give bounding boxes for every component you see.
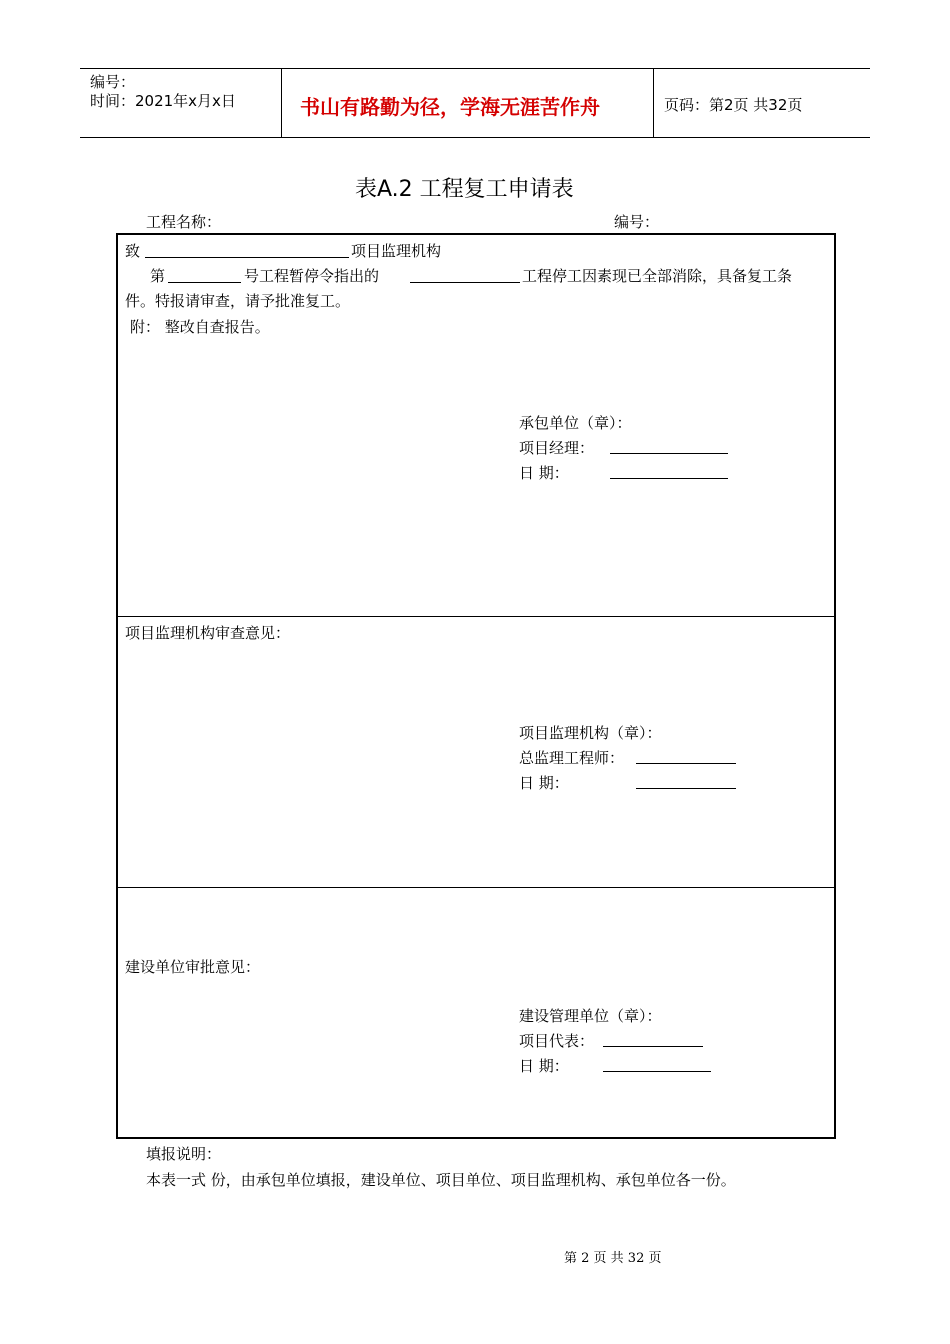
header-page-info: 页码：第2页 共32页 (664, 96, 803, 114)
notes-text: 本表一式 份，由承包单位填报，建设单位、项目单位、项目监理机构、承包单位各一份。 (146, 1171, 736, 1189)
blank-line (636, 788, 736, 789)
project-name-label: 工程名称： (146, 213, 222, 231)
form-title: 表A.2 工程复工申请表 (355, 177, 574, 202)
chief-engineer-label: 总监理工程师： (519, 749, 625, 767)
line1-suffix: 工程停工因素现已全部消除，具备复工条 (522, 267, 793, 285)
header-motto: 书山有路勤为径，学海无涯苦作舟 (300, 95, 600, 119)
section-divider (116, 616, 836, 617)
header-time-label: 时间：2021年x月x日 (90, 92, 236, 110)
header-divider (653, 69, 654, 137)
notes-heading: 填报说明： (146, 1145, 222, 1163)
blank-line (410, 282, 520, 283)
date-label: 日 期： (519, 774, 569, 792)
form-number-label: 编号： (614, 213, 660, 231)
to-label: 致 (125, 242, 141, 260)
line1-prefix: 第 (150, 267, 166, 285)
line2: 件。特报请审查，请予批准复工。 (125, 292, 351, 310)
blank-line (610, 453, 728, 454)
contractor-unit-label: 承包单位（章）： (519, 414, 632, 432)
blank-line (603, 1046, 703, 1047)
project-manager-label: 项目经理： (519, 439, 595, 457)
project-rep-label: 项目代表： (519, 1032, 595, 1050)
blank-line (610, 478, 728, 479)
line1-mid: 号工程暂停令指出的 (244, 267, 380, 285)
blank-line (168, 282, 241, 283)
supervision-unit-label: 项目监理机构（章）： (519, 724, 662, 742)
owner-unit-label: 建设管理单位（章）： (519, 1007, 662, 1025)
owner-approval-heading: 建设单位审批意见： (125, 958, 261, 976)
blank-line (603, 1071, 711, 1072)
header-number-label: 编号： (90, 73, 136, 91)
supervision-opinion-heading: 项目监理机构审查意见： (125, 624, 291, 642)
page-footer: 第 2 页 共 32 页 (564, 1251, 662, 1266)
to-suffix: 项目监理机构 (351, 242, 442, 260)
section-divider (116, 887, 836, 888)
date-label: 日 期： (519, 464, 569, 482)
header-divider (281, 69, 282, 137)
date-label: 日 期： (519, 1057, 569, 1075)
form-table (116, 233, 836, 1139)
blank-line (145, 257, 349, 258)
blank-line (636, 763, 736, 764)
attachment: 附： 整改自查报告。 (130, 318, 270, 336)
